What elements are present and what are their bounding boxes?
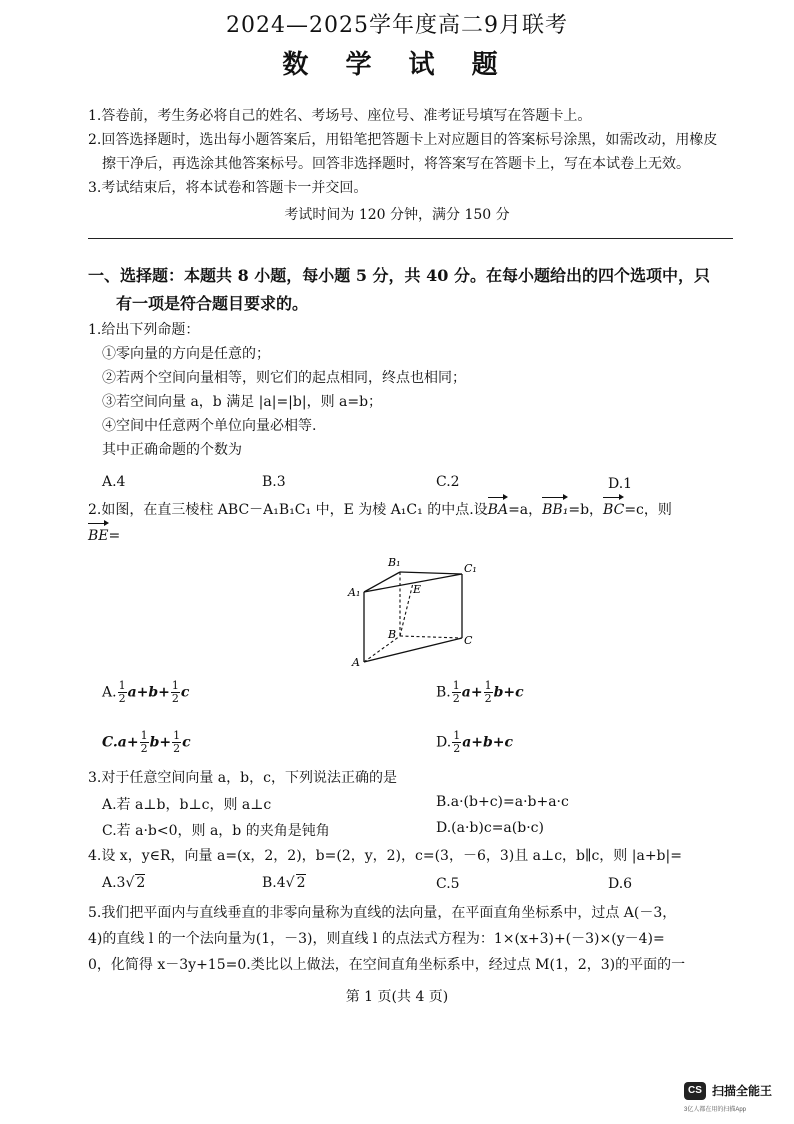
q5-line-1: 5.我们把平面内与直线垂直的非零向量称为直线的法向量，在平面直角坐标系中，过点 A(－3， bbox=[88, 905, 677, 921]
q2-eq-a: =a， bbox=[508, 502, 543, 518]
q2-eq-c: =c，则 bbox=[624, 502, 672, 518]
edge-b1-c1 bbox=[400, 572, 462, 574]
scanner-app-name: 扫描全能王 bbox=[712, 1084, 773, 1098]
scanner-watermark bbox=[684, 1080, 784, 1120]
fraction-half: $\frac{1}{2}$ bbox=[484, 679, 492, 705]
q5-line-2: 4)的直线 l 的一个法向量为(1，－3)，则直线 l 的点法式方程为：1×(x+3)+(－3)×(y－4)= bbox=[88, 931, 665, 947]
exam-subject: 数 学 试 题 bbox=[282, 50, 512, 80]
q1-option-b[interactable]: B.3 bbox=[262, 474, 286, 490]
q1-option-c[interactable]: C.2 bbox=[436, 474, 460, 490]
notice-line-1: 1.答卷前，考生务必将自己的姓名、考场号、座位号、准考证号填写在答题卡上。 bbox=[88, 108, 592, 124]
q5-line-3: 0，化简得 x－3y+15=0.类比以上做法，在空间直角坐标系中，经过点 M(1，2，3)的平面的一 bbox=[88, 957, 686, 973]
fraction-half: $\frac{1}{2}$ bbox=[118, 679, 126, 705]
question-3-stem: 3.对于任意空间向量 a，b，c，下列说法正确的是 bbox=[88, 770, 397, 786]
q1-proposition-1: ①零向量的方向是任意的； bbox=[102, 346, 270, 362]
q1-proposition-4: ④空间中任意两个单位向量必相等. bbox=[102, 418, 317, 434]
label-a: A bbox=[352, 656, 360, 669]
vector-ba: BA bbox=[488, 498, 508, 522]
question-4-stem: 4.设 x，y∈R，向量 a=(x，2，2)，b=(2，y，2)，c=(3，－6，3)且 a⊥c，b∥c，则 |a+b|= bbox=[88, 848, 682, 864]
segment-b-e bbox=[400, 583, 413, 636]
notice-line-2b: 擦干净后，再选涂其他答案标号。回答非选择题时，将答案写在答题卡上，写在本试卷上无效。 bbox=[102, 156, 690, 172]
fraction-half: $\frac{1}{2}$ bbox=[173, 729, 181, 755]
edge-b-c bbox=[400, 636, 462, 638]
q2-option-b[interactable]: B. $\frac{1}{2}$ a+ $\frac{1}{2}$ b+c bbox=[436, 679, 524, 705]
section-heading bbox=[88, 262, 738, 318]
vector-bc: BC bbox=[603, 498, 624, 522]
notice-line-2a: 2.回答选择题时，选出每小题答案后，用铅笔把答题卡上对应题目的答案标号涂黑，如需改动，用橡皮 bbox=[88, 132, 718, 148]
q4-option-b[interactable]: B.4√ 2 bbox=[262, 875, 306, 891]
q3-option-c[interactable]: C.若 a·b<0，则 a，b 的夹角是钝角 bbox=[102, 823, 330, 839]
notice-block bbox=[88, 104, 738, 200]
label-a1: A₁ bbox=[348, 586, 361, 599]
notice-line-3: 3.考试结束后，将本试卷和答题卡一并交回。 bbox=[88, 180, 368, 196]
label-c: C bbox=[464, 634, 473, 647]
q4-option-c[interactable]: C.5 bbox=[436, 876, 460, 892]
exam-title: 2024—2025学年度高二9月联考 bbox=[226, 13, 568, 38]
label-e: E bbox=[413, 583, 422, 596]
fraction-half: $\frac{1}{2}$ bbox=[171, 679, 179, 705]
fraction-half: $\frac{1}{2}$ bbox=[453, 729, 461, 755]
label-c1: C₁ bbox=[464, 562, 477, 575]
label-b1: B₁ bbox=[388, 556, 401, 569]
question-2-stem bbox=[88, 498, 738, 522]
q2-eq-e: = bbox=[108, 528, 121, 544]
q3-option-d[interactable]: D.(a·b)c=a(b·c) bbox=[436, 820, 544, 836]
prism-figure bbox=[340, 548, 490, 670]
q2-option-c[interactable]: C.a+ $\frac{1}{2}$ b+ $\frac{1}{2}$ c bbox=[102, 729, 191, 755]
q2-eq-b: =b， bbox=[568, 502, 604, 518]
q1-ask: 其中正确命题的个数为 bbox=[102, 442, 242, 458]
q4-option-a[interactable]: A.3√ 2 bbox=[102, 875, 146, 891]
q3-option-a[interactable]: A.若 a⊥b，b⊥c，则 a⊥c bbox=[102, 797, 272, 813]
question-5 bbox=[88, 900, 738, 978]
page-footer: 第 1 页(共 4 页) bbox=[345, 989, 449, 1005]
q1-proposition-2: ②若两个空间向量相等，则它们的起点相同，终点也相同； bbox=[102, 370, 466, 386]
q1-option-d[interactable]: D.1 bbox=[608, 476, 633, 492]
q2-option-d[interactable]: D. $\frac{1}{2}$ a+b+c bbox=[436, 729, 514, 755]
label-b: B bbox=[388, 628, 397, 641]
q1-option-a[interactable]: A.4 bbox=[102, 474, 126, 490]
exam-time-line: 考试时间为 120 分钟，满分 150 分 bbox=[284, 207, 510, 223]
q4-option-d[interactable]: D.6 bbox=[608, 876, 633, 892]
q1-stem: 1.给出下列命题： bbox=[88, 322, 200, 338]
question-1 bbox=[88, 318, 738, 462]
fraction-half: $\frac{1}{2}$ bbox=[140, 729, 148, 755]
section-heading-line-2: 有一项是符合题目要求的。 bbox=[116, 294, 309, 313]
q2-stem-text: 2.如图，在直三棱柱 ABC－A₁B₁C₁ 中，E 为棱 A₁C₁ 的中点.设 bbox=[88, 502, 488, 518]
scanner-logo-icon: CS bbox=[684, 1082, 706, 1100]
q2-option-a[interactable]: A. $\frac{1}{2}$ a+b+ $\frac{1}{2}$ c bbox=[102, 679, 190, 705]
edge-a-c bbox=[364, 638, 462, 662]
divider bbox=[88, 238, 733, 239]
section-heading-line-1: 一、选择题：本题共 8 小题，每小题 5 分，共 40 分。在每小题给出的四个选项中，只 bbox=[88, 266, 710, 285]
q1-proposition-3: ③若空间向量 a，b 满足 |a|=|b|，则 a=b； bbox=[102, 394, 383, 410]
vector-be: BE bbox=[88, 524, 109, 548]
question-2-stem-cont bbox=[88, 524, 738, 548]
scanner-tagline: 3亿人都在用的扫描App bbox=[684, 1107, 747, 1113]
vector-bb1: BB₁ bbox=[542, 498, 568, 522]
q3-option-b[interactable]: B.a·(b+c)=a·b+a·c bbox=[436, 794, 569, 810]
fraction-half: $\frac{1}{2}$ bbox=[452, 679, 460, 705]
